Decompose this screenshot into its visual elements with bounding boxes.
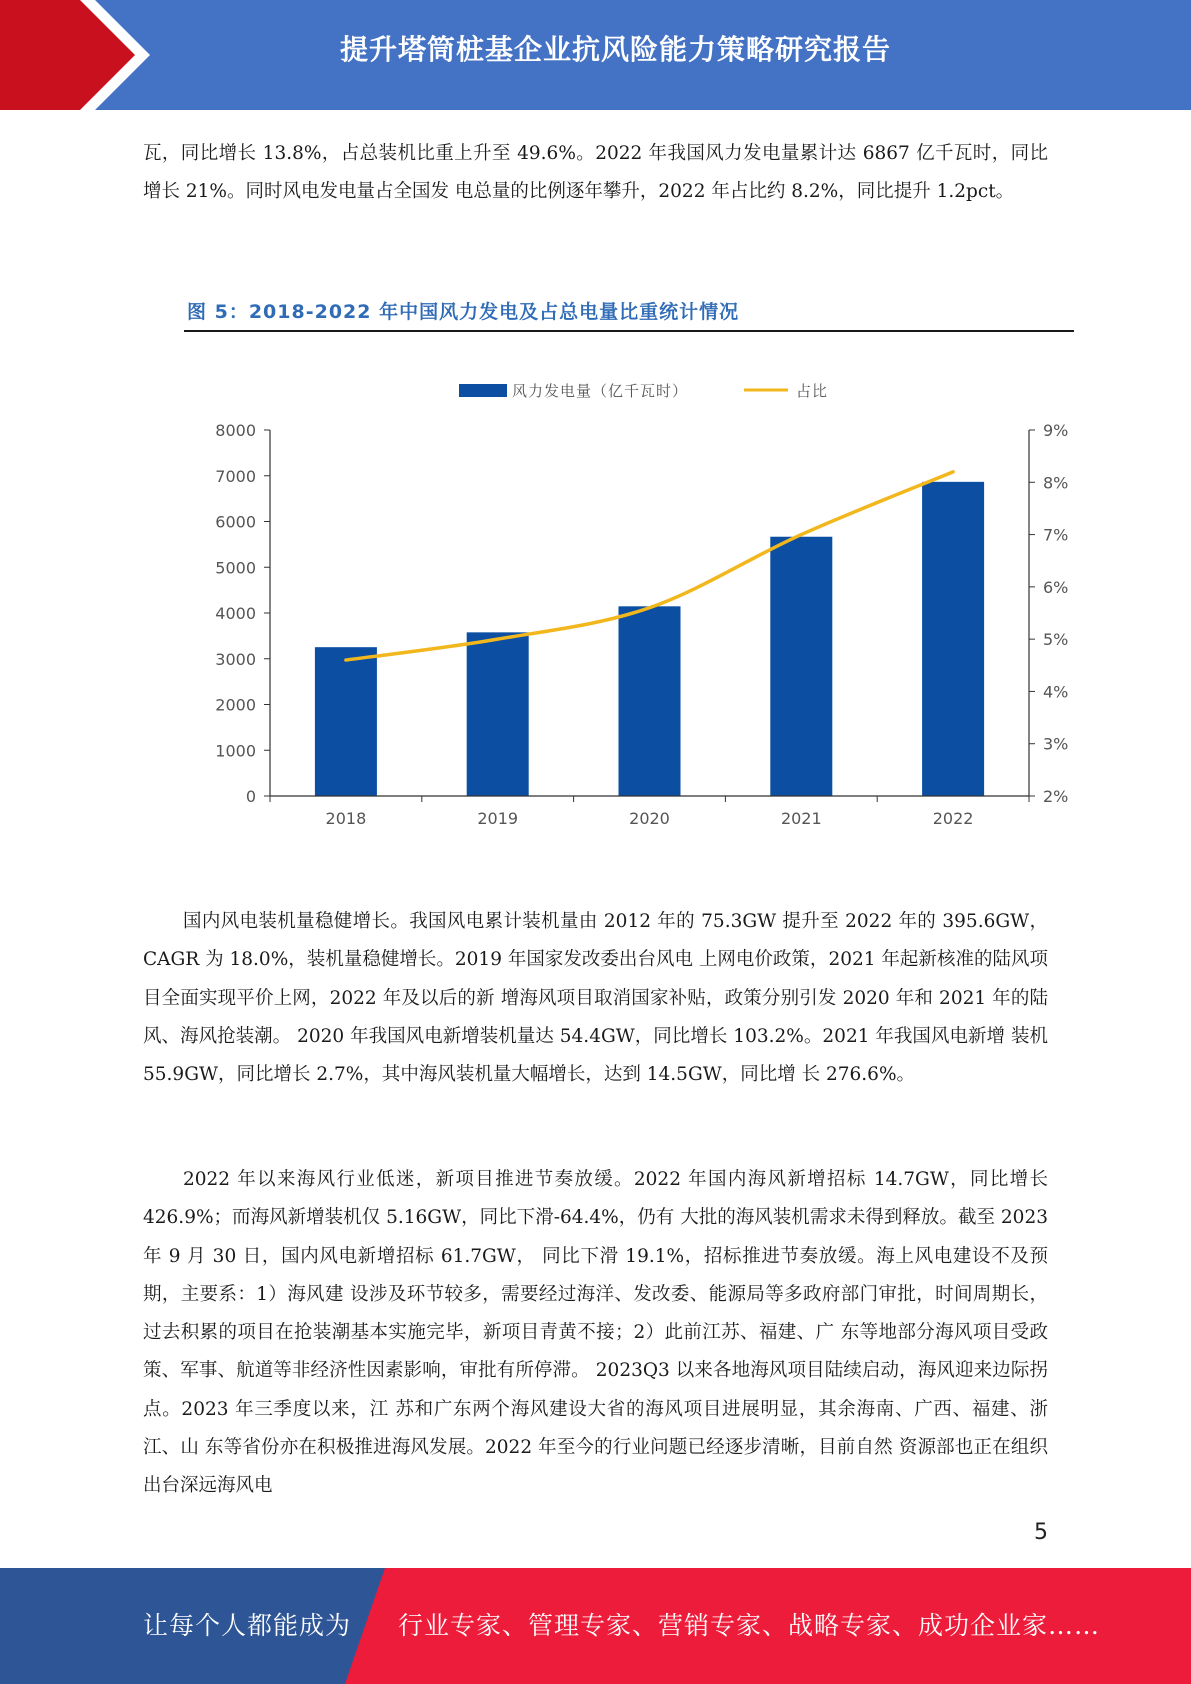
y-right-tick-label: 9%	[1043, 421, 1069, 440]
page-footer	[0, 1568, 1191, 1684]
bar-2019	[467, 632, 529, 796]
y-right-tick-label: 6%	[1043, 577, 1069, 597]
y-left-tick-label: 6000	[215, 512, 256, 532]
y-right-tick-label: 3%	[1043, 734, 1069, 754]
y-left-tick-label: 7000	[215, 466, 256, 486]
legend-bar-label: 风力发电量（亿千瓦时）	[512, 382, 689, 400]
report-title: 提升塔筒桩基企业抗风险能力策略研究报告	[339, 33, 891, 66]
bar-2018	[315, 647, 377, 796]
paragraph-2: 国内风电装机量稳健增长。我国风电累计装机量由 2012 年的 75.3GW 提升至 2022 年的 395.6GW，CAGR 为 18.0%，装机量稳健增长。2019 年国家发改委出台风电 上网电价政策，2021 年起新核准的陆风项目全面实现平价上网，2022 年及以后的新 增海风项目取消国家补贴，政策分别引发 2020 年和 2021 年的陆风、海风抢装潮。 2020 年我国风电新增装机量达 54.4GW，同比增长 103.2%。2021 年我国风电新增 装机 55.9GW，同比增长 2.7%，其中海风装机量大幅增长，达到 14.5GW，同比增 长 276.6%。	[143, 911, 1048, 1086]
y-left-tick-label: 3000	[215, 649, 256, 669]
x-tick-label: 2019	[477, 809, 519, 828]
figure-title: 图 5：2018-2022 年中国风力发电及占总电量比重统计情况	[187, 301, 740, 323]
wind-power-chart	[184, 360, 1074, 840]
y-right-tick-label: 7%	[1043, 525, 1069, 545]
footer-slogan-left: 让每个人都能成为	[143, 1611, 352, 1640]
y-left-tick-label: 2000	[215, 695, 256, 715]
x-tick-label: 2018	[325, 809, 367, 828]
paragraph-1: 瓦，同比增长 13.8%，占总装机比重上升至 49.6%。2022 年我国风力发电量累计达 6867 亿千瓦时，同比增长 21%。同时风电发电量占全国发 电总量的比例逐年攀升，2022 年占比约 8.2%，同比提升 1.2pct。	[143, 143, 1048, 203]
figure-title-rule	[184, 330, 1074, 332]
y-right-tick-label: 8%	[1043, 473, 1069, 493]
y-right-tick-label: 4%	[1043, 682, 1069, 702]
page-header	[0, 0, 1191, 110]
bar-2022	[922, 482, 984, 796]
y-left-tick-label: 4000	[215, 604, 256, 623]
legend-line-label: 占比	[796, 382, 829, 400]
y-left-tick-label: 0	[245, 787, 256, 806]
bar-2021	[770, 537, 832, 796]
x-tick-label: 2020	[629, 809, 670, 828]
paragraph-3: 2022 年以来海风行业低迷，新项目推进节奏放缓。2022 年国内海风新增招标 14.7GW，同比增长 426.9%；而海风新增装机仅 5.16GW，同比下滑-64.4%，仍有 大批的海风装机需求未得到释放。截至 2023 年 9 月 30 日，国内风电新增招标 61.7GW， 同比下滑 19.1%，招标推进节奏放缓。海上风电建设不及预期，主要系：1）海风建 设涉及环节较多，需要经过海洋、发改委、能源局等多政府部门审批，时间周期长， 过去积累的项目在抢装潮基本实施完毕，新项目青黄不接；2）此前江苏、福建、广 东等地部分海风项目受政策、军事、航道等非经济性因素影响，审批有所停滞。 2023Q3 以来各地海风项目陆续启动，海风迎来边际拐点。2023 年三季度以来，江 苏和广东两个海风建设大省的海风项目进展明显，其余海南、广西、福建、浙江、山 东等省份亦在积极推进海风发展。2022 年至今的行业问题已经逐步清晰，目前自然 资源部也正在组织出台深远海风电	[143, 1169, 1048, 1497]
legend-bar-swatch	[459, 384, 507, 397]
y-left-tick-label: 5000	[215, 558, 256, 578]
y-left-tick-label: 8000	[215, 421, 256, 440]
y-left-tick-label: 1000	[215, 741, 256, 761]
page-number: 5	[1034, 1520, 1048, 1545]
chart-legend	[459, 382, 828, 400]
bar-2020	[619, 606, 681, 796]
footer-slogan-right: 行业专家、管理专家、营销专家、战略专家、成功企业家……	[398, 1611, 1101, 1640]
y-right-tick-label: 2%	[1043, 787, 1069, 806]
x-tick-label: 2022	[932, 809, 974, 828]
x-tick-label: 2021	[780, 809, 822, 828]
y-right-tick-label: 5%	[1043, 630, 1069, 650]
